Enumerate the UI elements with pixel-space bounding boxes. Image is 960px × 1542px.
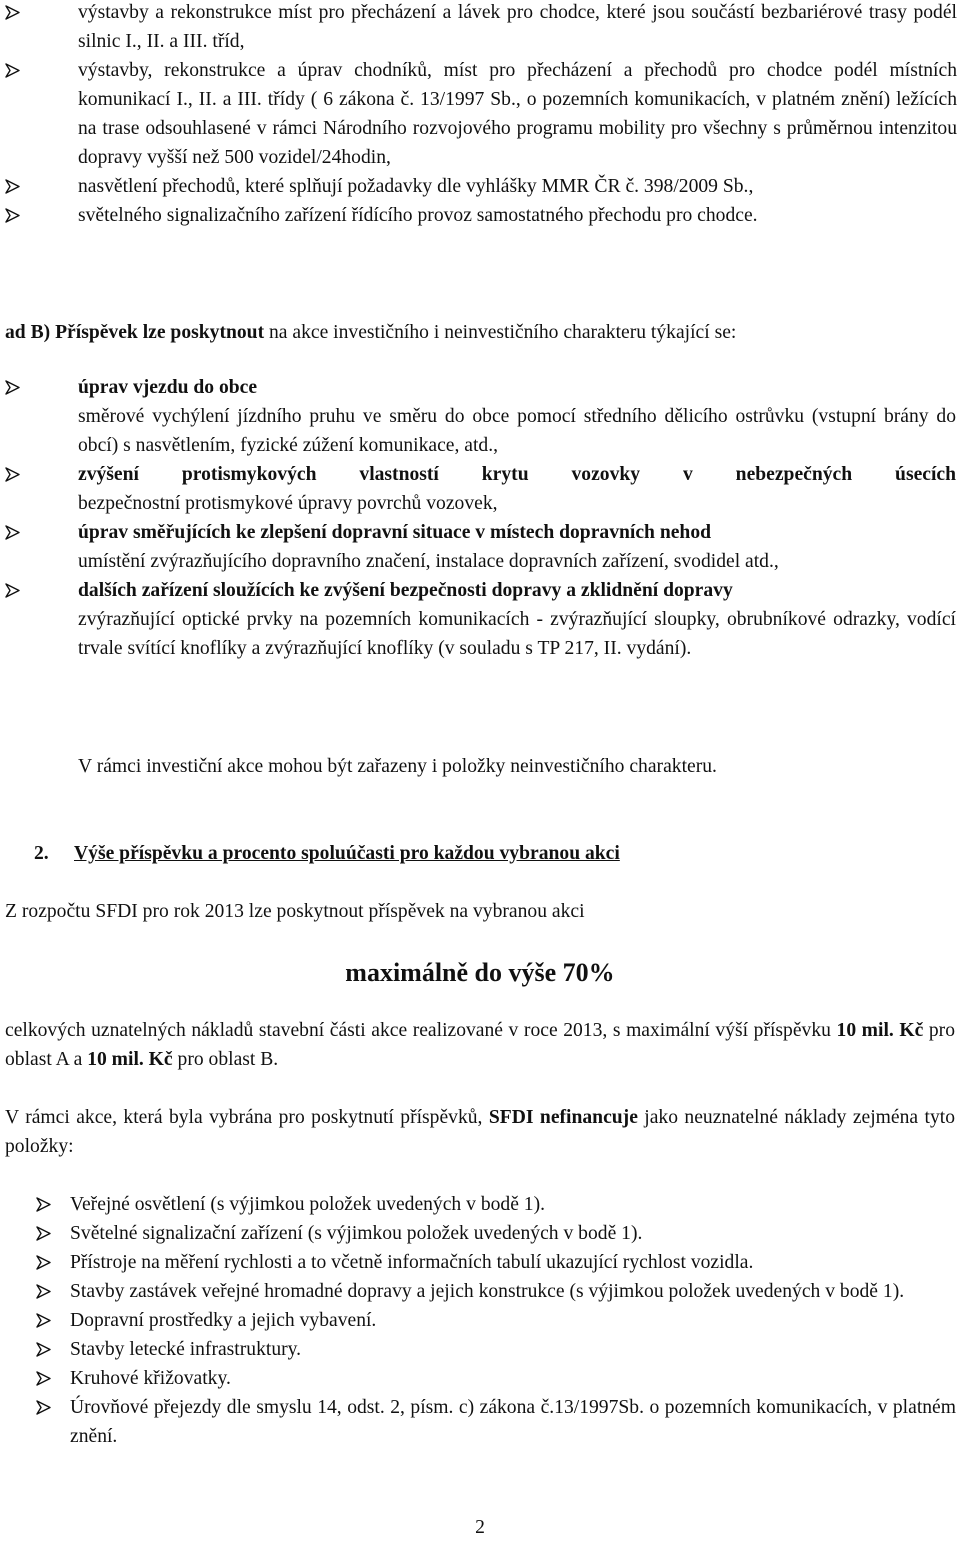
arrow-bullet-icon [5, 63, 20, 78]
arrow-bullet-icon [36, 1197, 51, 1212]
nonfin-text: V rámci akce, která byla vybrána pro poskytnutí příspěvků, [5, 1107, 489, 1128]
adb-items-list [0, 373, 956, 663]
arrow-bullet-icon [36, 1313, 51, 1328]
list-item [0, 201, 957, 230]
list-item-title: dalších zařízení sloužících ke zvýšení bezpečnosti dopravy a zklidnění dopravy [78, 580, 733, 601]
arrow-bullet-icon [36, 1226, 51, 1241]
list-item [0, 1306, 956, 1335]
list-item [0, 1219, 956, 1248]
arrow-bullet-icon [5, 525, 20, 540]
list-item-title: úprav vjezdu do obce [78, 377, 258, 398]
list-item-text: Přístroje na měření rychlosti a to včetně informačních tabulí ukazující rychlost vozidla. [70, 1252, 754, 1273]
list-item [0, 1190, 956, 1219]
list-item [0, 172, 957, 201]
costs-text: pro oblast A a [5, 1020, 955, 1070]
arrow-bullet-icon [36, 1400, 51, 1415]
costs-text: celkových uznatelných nákladů stavební části akce realizované v roce 2013, s maximální výší příspěvku [5, 1020, 837, 1041]
list-item-text: Dopravní prostředky a jejich vybavení. [70, 1310, 377, 1331]
list-item [0, 518, 956, 576]
list-item-text: výstavby, rekonstrukce a úprav chodníků, míst pro přecházení a přechodů pro chodce podél místních komunikací I., II. a III. třídy ( 6 zákona č. 13/1997 Sb., o pozemních komunikacích, v platném znění) ležících na trase odsouhlasené v rámci Národního rozvojového programu mobility pro všechny s průměrnou intenzitou dopravy vyšší než 500 vozidel/24hodin, [78, 60, 957, 168]
list-item-text: nasvětlení přechodů, které splňují požadavky dle vyhlášky MMR ČR č. 398/2009 Sb., [78, 176, 754, 197]
max-contribution: maximálně do výše 70% [345, 958, 615, 987]
costs-text: pro oblast B. [172, 1049, 279, 1070]
list-item [0, 460, 956, 518]
list-item [0, 576, 956, 663]
list-item-body: směrové vychýlení jízdního pruhu ve směru do obce pomocí středního dělicího ostrůvku (vstupní brány do obcí) s nasvětlením, fyzické zúžení komunikace, atd., [78, 406, 956, 456]
list-item-text: Veřejné osvětlení (s výjimkou položek uvedených v bodě 1). [70, 1194, 546, 1215]
list-item-text: Světelné signalizační zařízení (s výjimkou položek uvedených v bodě 1). [70, 1223, 643, 1244]
adb-intro-text: na akce investičního i neinvestičního charakteru týkající se: [264, 322, 737, 343]
arrow-bullet-icon [5, 380, 20, 395]
budget-paragraph: Z rozpočtu SFDI pro rok 2013 lze poskytnout příspěvek na vybranou akci [5, 901, 585, 922]
adb-intro [5, 318, 955, 347]
list-item [0, 1364, 956, 1393]
list-item-body: bezpečnostní protismykové úpravy povrchů vozovek, [78, 493, 498, 514]
arrow-bullet-icon [36, 1284, 51, 1299]
arrow-bullet-icon [36, 1255, 51, 1270]
arrow-bullet-icon [5, 179, 20, 194]
costs-paragraph [5, 1016, 955, 1074]
section-title: Výše příspěvku a procento spoluúčasti pro každou vybranou akci [74, 843, 620, 864]
arrow-bullet-icon [5, 467, 20, 482]
list-item-title: úprav směřujících ke zlepšení dopravní situace v místech dopravních nehod [78, 522, 712, 543]
list-item [0, 1248, 956, 1277]
arrow-bullet-icon [5, 5, 20, 20]
arrow-bullet-icon [36, 1342, 51, 1357]
excluded-items-list [0, 1190, 956, 1451]
list-item-text: Úrovňové přejezdy dle smyslu 14, odst. 2, písm. c) zákona č.13/1997Sb. o pozemních komunikacích, v platném znění. [70, 1397, 956, 1447]
list-item-text: Stavby letecké infrastruktury. [70, 1339, 302, 1360]
amount-a: 10 mil. Kč [836, 1020, 924, 1041]
list-item-body: zvýrazňující optické prvky na pozemních komunikacích - zvýrazňující sloupky, obrubníkové odrazky, vodící trvale svítící knoflíky a zvýrazňující knoflíky (v souladu s TP 217, II. vydání). [78, 609, 956, 659]
adb-note: V rámci investiční akce mohou být zařazeny i položky neinvestičního charakteru. [78, 756, 717, 777]
list-item-text: světelného signalizačního zařízení řídícího provoz samostatného přechodu pro chodce. [78, 205, 758, 226]
eligible-items-list [0, 0, 957, 230]
list-item [0, 56, 957, 172]
list-item [0, 0, 957, 56]
list-item-text: výstavby a rekonstrukce míst pro přecházení a lávek pro chodce, které jsou součástí bezbariérové trasy podél silnic I., II. a III. tříd, [78, 2, 957, 52]
list-item-text: Stavby zastávek veřejné hromadné dopravy a jejich konstrukce (s výjimkou položek uvedených v bodě 1). [70, 1281, 905, 1302]
list-item-body: umístění zvýrazňujícího dopravního značení, instalace dopravních zařízení, svodidel atd., [78, 551, 779, 572]
arrow-bullet-icon [36, 1371, 51, 1386]
page-number: 2 [475, 1517, 485, 1538]
list-item [0, 1393, 956, 1451]
amount-b: 10 mil. Kč [87, 1049, 173, 1070]
list-item [0, 1277, 956, 1306]
arrow-bullet-icon [5, 583, 20, 598]
adb-intro-bold: ad B) Příspěvek lze poskytnout [5, 322, 265, 343]
arrow-bullet-icon [5, 208, 20, 223]
nonfin-text: jako neuznatelné náklady zejména tyto položky: [5, 1107, 955, 1157]
list-item [0, 1335, 956, 1364]
section-heading [34, 839, 620, 868]
list-item-text: Kruhové křižovatky. [70, 1368, 231, 1389]
section-number: 2. [34, 843, 49, 864]
nonfinancing-paragraph [5, 1103, 955, 1161]
nonfin-bold: SFDI nefinancuje [488, 1107, 638, 1128]
list-item [0, 373, 956, 460]
list-item-title: zvýšení protismykových vlastností krytu vozovky v nebezpečných úsecích [78, 464, 956, 485]
